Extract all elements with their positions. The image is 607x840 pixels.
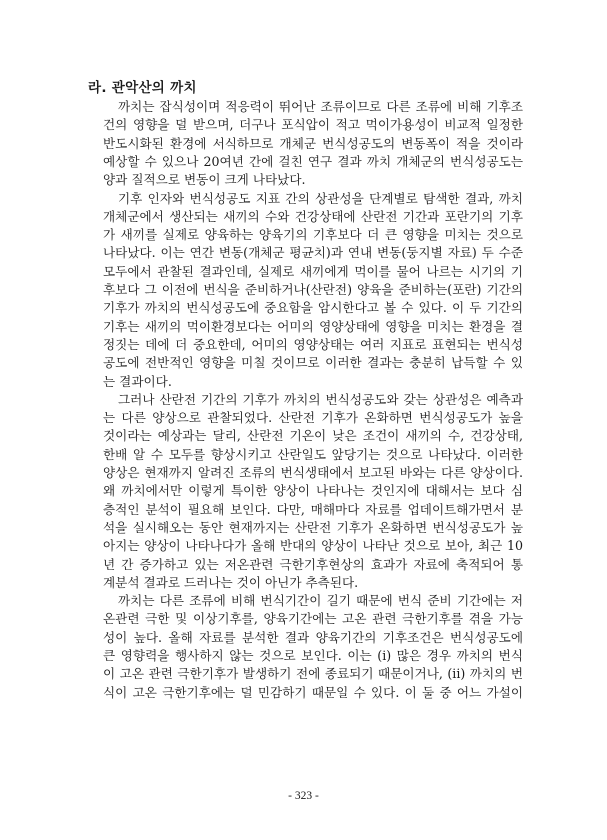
text-line: 개체군에서 생산되는 새끼의 수와 건강상태에 산란전 기간과 포란기의 기후 <box>103 208 523 224</box>
text-line: 큰 영향력을 행사하지 않는 것으로 보인다. 이는 (i) 많은 경우 까치의 번식 <box>103 648 523 663</box>
text-line: 온관련 극한 및 이상기후를, 양육기간에는 고온 관련 극한기후를 겪을 가능 <box>103 611 523 627</box>
text-line: 식이 고온 극한기후에는 덜 민감하기 때문일 수 있다. 이 둘 중 어느 가설이 <box>103 684 523 700</box>
text-line: 성이 높다. 올해 자료를 분석한 결과 양육기간의 기후조건은 번식성공도에 <box>103 629 523 645</box>
text-line: 층적인 분석이 필요해 보인다. 다만, 매해마다 자료를 업데이트해가면서 분 <box>103 501 523 517</box>
text-line: 아지는 양상이 나타나다가 올해 반대의 양상이 나타난 것으로 보아, 최근 10 <box>103 538 523 554</box>
text-line: 왜 까치에서만 이렇게 특이한 양상이 나타나는 것인지에 대해서는 보다 심 <box>103 483 523 499</box>
text-line: 이 고온 관련 극한기후가 발생하기 전에 종료되기 때문이거나, (ii) 까치의 번 <box>103 666 523 682</box>
text-line: 공도에 전반적인 영향을 미칠 것이므로 이러한 결과는 충분히 납득할 수 있 <box>103 355 523 371</box>
text-line: 예상할 수 있으나 20여년 간에 걸친 연구 결과 까치 개체군의 번식성공도는 <box>103 153 523 169</box>
text-line: 반도시화된 환경에 서식하므로 개체군 번식성공도의 변동폭이 적을 것이라 <box>103 135 523 151</box>
text-line: 까치는 다른 조류에 비해 번식기간이 길기 때문에 번식 준비 기간에는 저 <box>118 593 523 609</box>
text-line: 그러나 산란전 기간의 기후가 까치의 번식성공도와 갖는 상관성은 예측과 <box>118 391 523 407</box>
text-line: 는 결과이다. <box>103 373 172 389</box>
text-line: 기후 인자와 번식성공도 지표 간의 상관성을 단계별로 탐색한 결과, 까치 <box>118 190 523 206</box>
text-line: 것이라는 예상과는 달리, 산란전 기온이 낮은 조건이 새끼의 수, 건강상태, <box>103 428 523 444</box>
text-line: 양과 질적으로 변동이 크게 나타났다. <box>103 172 306 188</box>
text-line: 석을 실시해오는 동안 현재까지는 산란전 기후가 온화하면 번식성공도가 높 <box>103 519 523 535</box>
text-line: 한배 알 수 모두를 향상시키고 산란일도 앞당기는 것으로 나타났다. 이러한 <box>103 446 523 462</box>
text-line: 나타났다. 이는 연간 변동(개체군 평균치)과 연내 변동(둥지별 자료) 두 수준 <box>103 245 523 261</box>
text-line: 기후가 까치의 번식성공도에 중요함을 암시한다고 볼 수 있다. 이 두 기간의 <box>103 300 523 316</box>
text-line: 년 간 증가하고 있는 저온관련 극한기후현상의 효과가 자료에 축적되어 통 <box>103 556 523 572</box>
text-line: 정짓는 데에 더 중요한데, 어미의 영양상태는 여러 지표로 표현되는 번식성 <box>103 336 523 352</box>
text-line: 가 새끼를 실제로 양육하는 양육기의 기후보다 더 큰 영향을 미치는 것으로 <box>103 227 523 243</box>
page-number: - 323 - <box>288 790 319 802</box>
text-line: 모두에서 관찰된 결과인데, 실제로 새끼에게 먹이를 물어 나르는 시기의 기 <box>103 263 523 279</box>
text-line: 는 다른 양상으로 관찰되었다. 산란전 기후가 온화하면 번식성공도가 높을 <box>103 410 523 426</box>
text-line: 건의 영향을 덜 받으며, 더구나 포식압이 적고 먹이가용성이 비교적 일정한 <box>103 117 523 133</box>
text-line: 양상은 현재까지 알려진 조류의 번식생태에서 보고된 바와는 다른 양상이다. <box>103 465 523 480</box>
text-line: 까치는 잡식성이며 적응력이 뛰어난 조류이므로 다른 조류에 비해 기후조 <box>118 99 523 114</box>
text-line: 계분석 결과로 드러나는 것이 아닌가 추측된다. <box>103 574 359 590</box>
text-line: 후보다 그 이전에 번식을 준비하거나(산란전) 양육을 준비하는(포란) 기간의 <box>103 282 523 297</box>
text-line: 기후는 새끼의 먹이환경보다는 어미의 영양상태에 영향을 미치는 환경을 결 <box>103 318 523 334</box>
section-heading: 라. 관악산의 까치 <box>88 80 197 96</box>
